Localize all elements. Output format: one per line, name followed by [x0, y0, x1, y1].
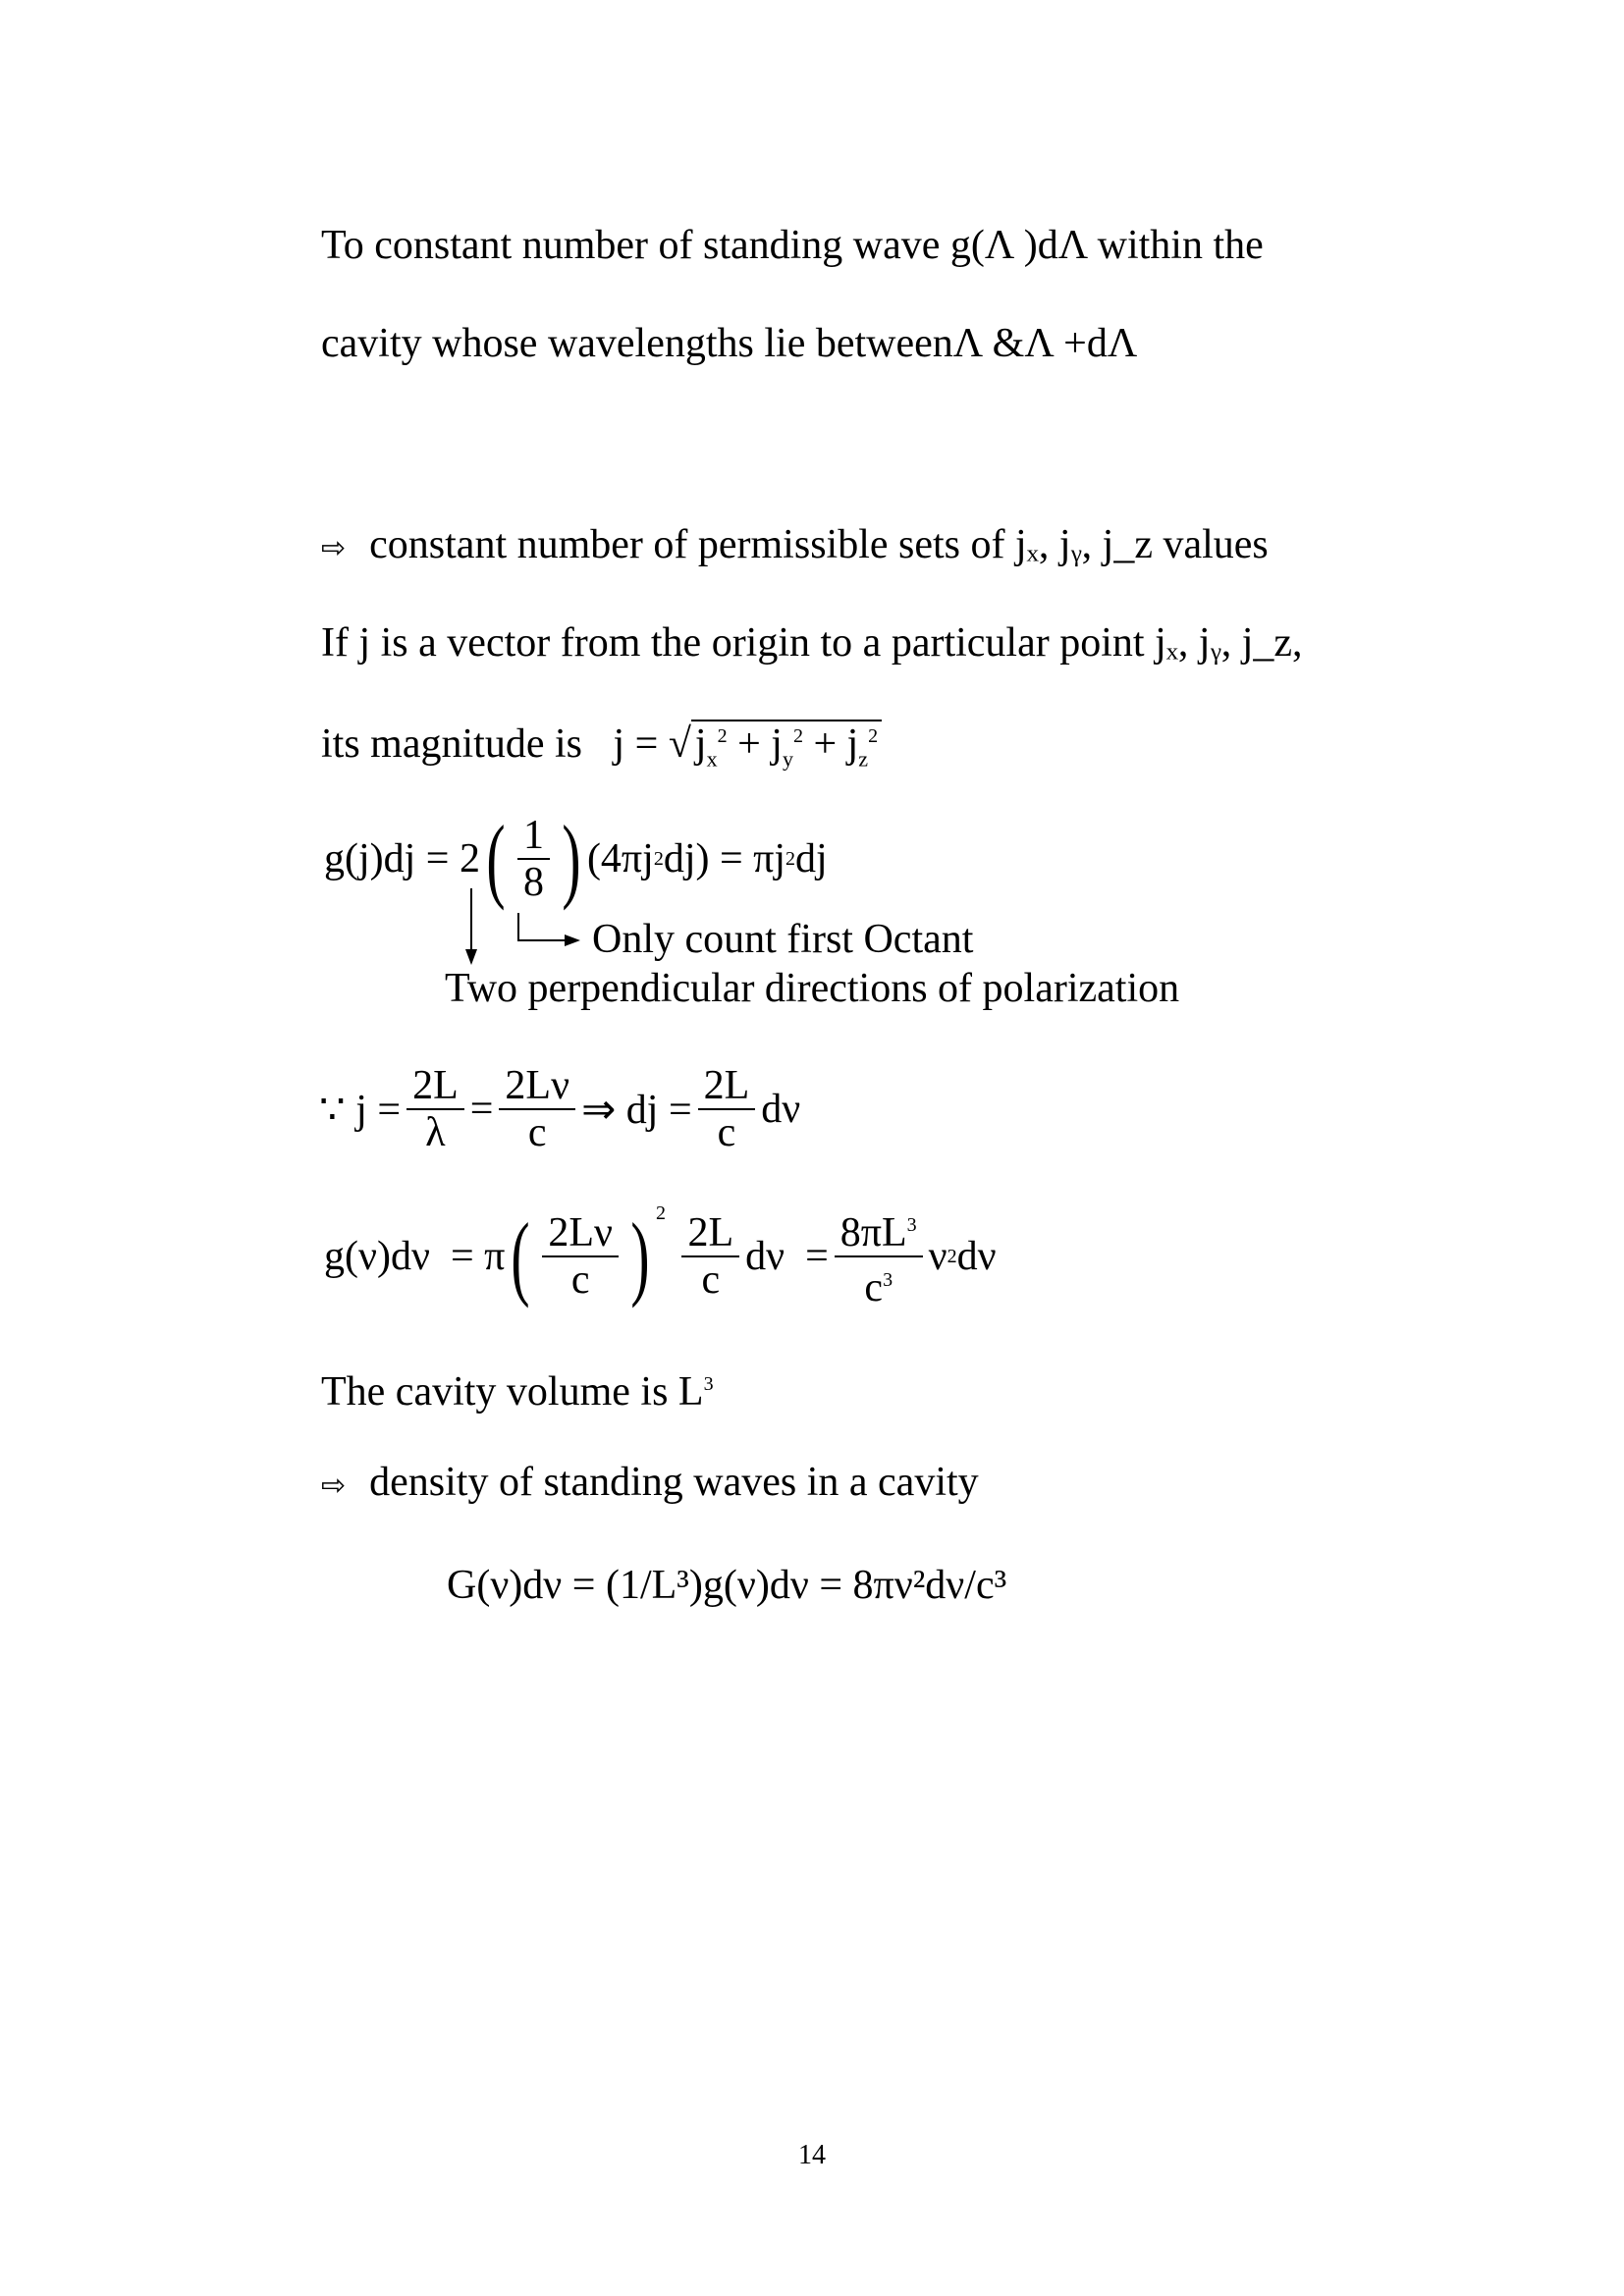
annotation-octant: Only count first Octant [592, 917, 974, 962]
right-arrow-outline-icon: ⇨ [321, 532, 347, 564]
text-cavity-volume: The cavity volume is $L^3$ [321, 1369, 714, 1415]
text-line-magnitude: its magnitude is $j = √j_x^2 + j_y^2 + j_z^2$ [321, 712, 882, 783]
text-line-2: cavity whose wavelengths lie betweenΛ &Λ +dΛ [321, 321, 1138, 366]
permissible-sets-text: constant number of permissible sets of jₓ, jᵧ, j_z values [369, 522, 1269, 567]
text-line-1: To constant number of standing wave g(Λ )dΛ within the [321, 223, 1264, 268]
equation-Gv: G(ν)dν = (1/L³)g(ν)dν = 8πν²dν/c³ [447, 1563, 1007, 1608]
right-arrow-outline-icon: ⇨ [321, 1469, 347, 1502]
annotation-polarization: Two perpendicular directions of polarization [445, 966, 1180, 1011]
page-number: 14 [798, 2140, 826, 2170]
equation-gv: g(ν)dν = π ( $\frac{2L\nu}{c}$ ) $^2$ $\frac{2L}{c}$ dν = $\frac{8\pi L^3}{c^3}$ ν 2 dν [324, 1202, 997, 1310]
text-line-vector: If j is a vector from the origin to a particular point jₓ, jᵧ, j_z, [321, 620, 1303, 666]
equation-gj: g(j)dj = 2 ( $\frac{1}{8}$ ) (4πj 2 dj) = πj 2 dj [324, 806, 828, 911]
corner-right-arrow-icon [515, 913, 584, 952]
bullet-density: ⇨ density of standing waves in a cavity [321, 1460, 979, 1505]
bullet-permissible-sets [321, 520, 1269, 573]
equation-j-relation: ∵ j = $\frac{2L}{\lambda}$ = $\frac{2L\nu}{c}$ ⇒ dj = $\frac{2L}{c}$ dν [319, 1063, 801, 1155]
down-arrow-icon [461, 888, 481, 967]
